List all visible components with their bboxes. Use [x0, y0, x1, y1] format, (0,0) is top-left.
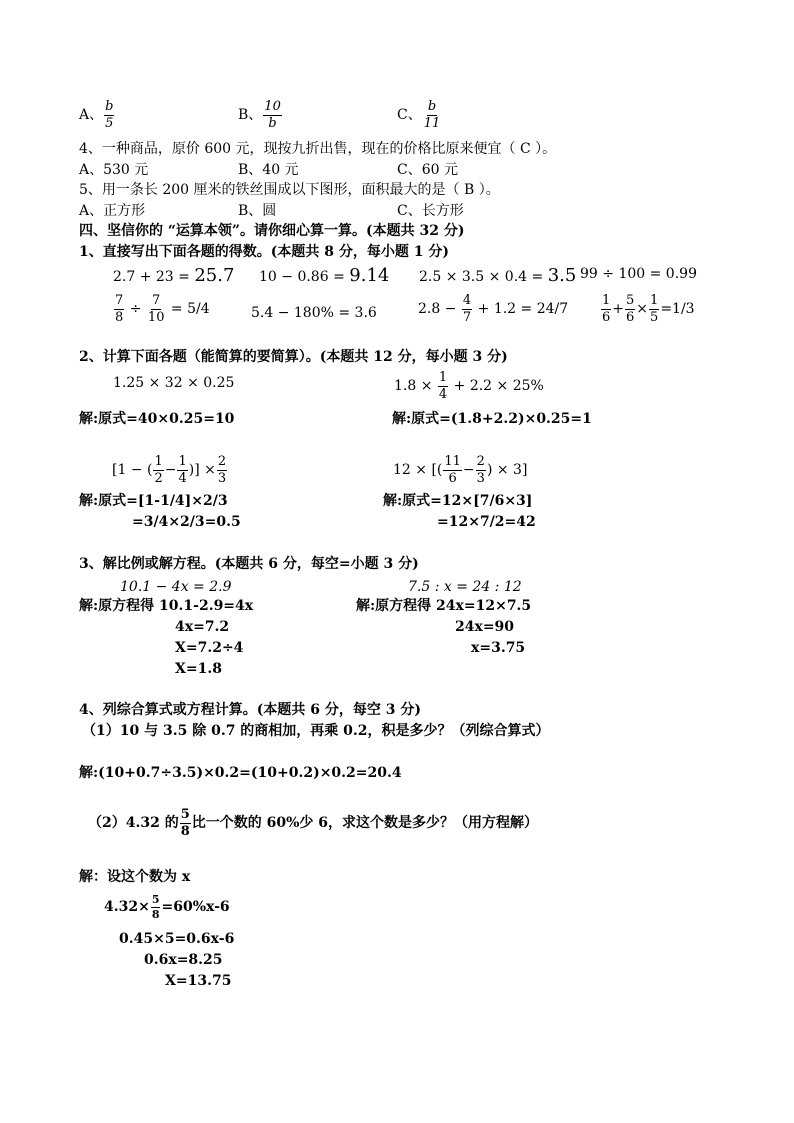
q3-option-a: A、 $\frac{b}{5}$ [79, 99, 114, 131]
p1-item-5: $\frac{7}{8}$ ÷ $\frac{7}{10}$ = 5/4 [115, 293, 210, 325]
p2-solution-4a: 解:原式=12×[7/6×3] [383, 493, 533, 509]
p4-solution-2-title: 解：设这个数为 x [79, 869, 191, 885]
q4-option-b: B、40 元 [238, 162, 299, 178]
p4-solution-2-line2: 0.45×5=0.6x-6 [119, 931, 235, 947]
p2-solution-1: 解:原式=40×0.25=10 [79, 411, 235, 427]
p3-solution-1b: 4x=7.2 [175, 619, 230, 635]
p4-solution-2-line3: 0.6x=8.25 [144, 952, 223, 968]
q3-option-c: C、 $\frac{b}{11}$ [397, 99, 441, 131]
p3-equation-2: 7.5 : x = 24 : 12 [408, 579, 522, 595]
p2-solution-2: 解:原式=(1.8+2.2)×0.25=1 [392, 411, 592, 427]
p2-title: 2、计算下面各题（能简算的要简算）。(本题共 12 分，每小题 3 分) [79, 349, 508, 365]
p2-solution-3b: =3/4×2/3=0.5 [132, 514, 241, 530]
q4-text: 4、一种商品，原价 600 元，现按九折出售，现在的价格比原来便宜（ C ）。 [79, 141, 557, 157]
q4-option-c: C、60 元 [397, 162, 458, 178]
p4-question-1: （1）10 与 3.5 除 0.7 的商相加，再乘 0.2，积是多少？（列综合算式） [82, 723, 550, 739]
q5-text: 5、用一条长 200 厘米的铁丝围成以下图形，面积最大的是（ B ）。 [79, 182, 500, 198]
p2-expr-2: 1.8 × $\frac{1}{4}$ + 2.2 × 25% [394, 370, 544, 402]
q4-option-a: A、530 元 [79, 162, 149, 178]
p2-solution-3a: 解:原式=[1-1/4]×2/3 [79, 493, 228, 509]
p1-item-8: $\frac{1}{6}$ + $\frac{5}{6}$ × $\frac{1}{5}$ =1/3 [602, 293, 695, 325]
p3-solution-2c: x=3.75 [471, 640, 526, 656]
p1-item-3: 2.5 × 3.5 × 0.4 = 3.5 [419, 265, 577, 286]
q5-option-a: A、正方形 [79, 203, 146, 219]
q5-option-c: C、长方形 [397, 203, 464, 219]
p4-title: 4、列综合算式或方程计算。(本题共 6 分，每空 3 分) [79, 702, 421, 718]
p3-solution-1a: 解:原方程得 10.1-2.9=4x [79, 598, 254, 614]
p1-item-4: 99 ÷ 100 = 0.99 [580, 266, 697, 282]
p1-item-7: 2.8 − $\frac{4}{7}$ + 1.2 = 24/7 [418, 293, 569, 325]
q3-option-b: B、 $\frac{10}{b}$ [238, 99, 281, 131]
p3-solution-2a: 解:原方程得 24x=12×7.5 [356, 598, 532, 614]
p3-title: 3、解比例或解方程。(本题共 6 分，每空=小题 3 分) [79, 556, 419, 572]
p1-item-1: 2.7 + 23 = 25.7 [113, 265, 235, 286]
p3-solution-1d: X=1.8 [175, 661, 222, 677]
p2-expr-3: [1 − ( $\frac{1}{2}$ − $\frac{1}{4}$ )] × $\frac{2}{3}$ [112, 454, 227, 486]
p3-equation-1: 10.1 − 4x = 2.9 [120, 579, 232, 595]
q5-option-b: B、圆 [238, 203, 277, 219]
section4-title: 四、坚信你的 “运算本领”。请你细心算一算。(本题共 32 分) [79, 223, 465, 239]
p4-solution-1: 解:(10+0.7÷3.5)×0.2=(10+0.2)×0.2=20.4 [79, 765, 402, 781]
p1-item-6: 5.4 − 180% = 3.6 [251, 305, 377, 321]
p4-solution-2-line1: 4.32× $\frac{5}{8}$ =60%x-6 [104, 893, 230, 921]
p1-title: 1、直接写出下面各题的得数。(本题共 8 分，每小题 1 分) [79, 244, 449, 260]
p2-expr-1: 1.25 × 32 × 0.25 [113, 375, 235, 391]
p3-solution-2b: 24x=90 [455, 619, 515, 635]
p4-question-2: （2）4.32 的 $\frac{5}{8}$ 比一个数的 60%少 6，求这个数是多少？（用方程解） [88, 807, 539, 839]
p4-solution-2-line4: X=13.75 [165, 973, 232, 989]
p1-item-2: 10 − 0.86 = 9.14 [259, 265, 390, 286]
p3-solution-1c: X=7.2÷4 [175, 640, 244, 656]
p2-expr-4: 12 × [( $\frac{11}{6}$ − $\frac{2}{3}$ ) × 3] [393, 454, 528, 486]
p2-solution-4b: =12×7/2=42 [437, 514, 536, 530]
